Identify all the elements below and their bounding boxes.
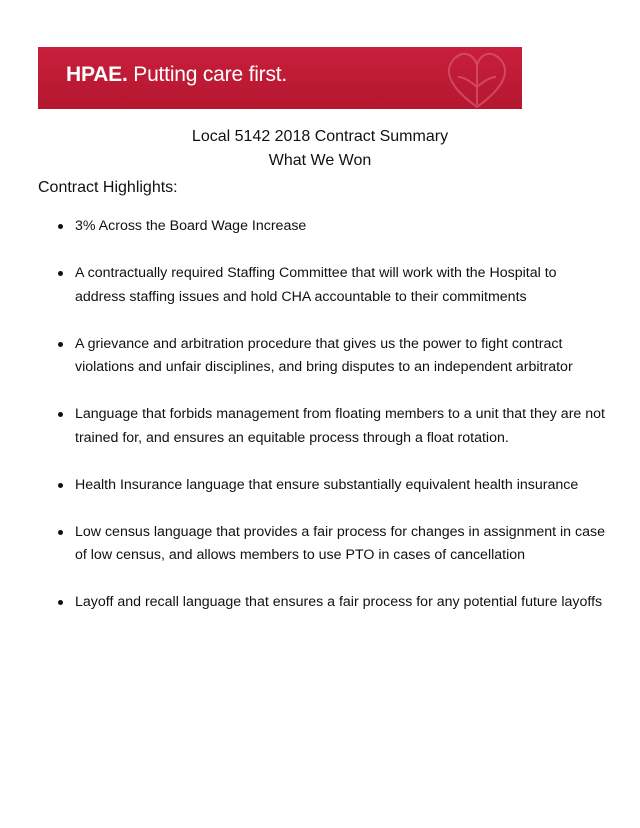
banner-tagline: Putting care first. xyxy=(133,63,288,86)
header-banner xyxy=(38,47,522,109)
document-subtitle: What We Won xyxy=(268,152,372,169)
list-item: Low census language that provides a fair process for changes in assignment in case of low census, and allows members to use PTO in cases of cancellation xyxy=(75,521,605,568)
list-item: A grievance and arbitration procedure that gives us the power to fight contract violations and unfair disciplines, and bring disputes to an independent arbitrator xyxy=(75,333,605,380)
document-title: Local 5142 2018 Contract Summary xyxy=(191,128,449,145)
banner-title xyxy=(66,63,287,87)
list-item: Layoff and recall language that ensures a fair process for any potential future layoffs xyxy=(75,591,605,615)
list-item: A contractually required Staffing Committee that will work with the Hospital to address staffing issues and hold CHA accountable to their commitments xyxy=(75,262,605,309)
highlights-list xyxy=(75,215,605,638)
list-item: 3% Across the Board Wage Increase xyxy=(75,215,605,239)
list-item: Health Insurance language that ensure substantially equivalent health insurance xyxy=(75,474,605,498)
list-item: Language that forbids management from floating members to a unit that they are not trained for, and ensures an equitable process through a float rotation. xyxy=(75,403,605,450)
brand-name: HPAE. xyxy=(66,63,128,86)
section-heading: Contract Highlights: xyxy=(38,179,178,196)
heart-leaf-logo-icon xyxy=(432,47,522,109)
